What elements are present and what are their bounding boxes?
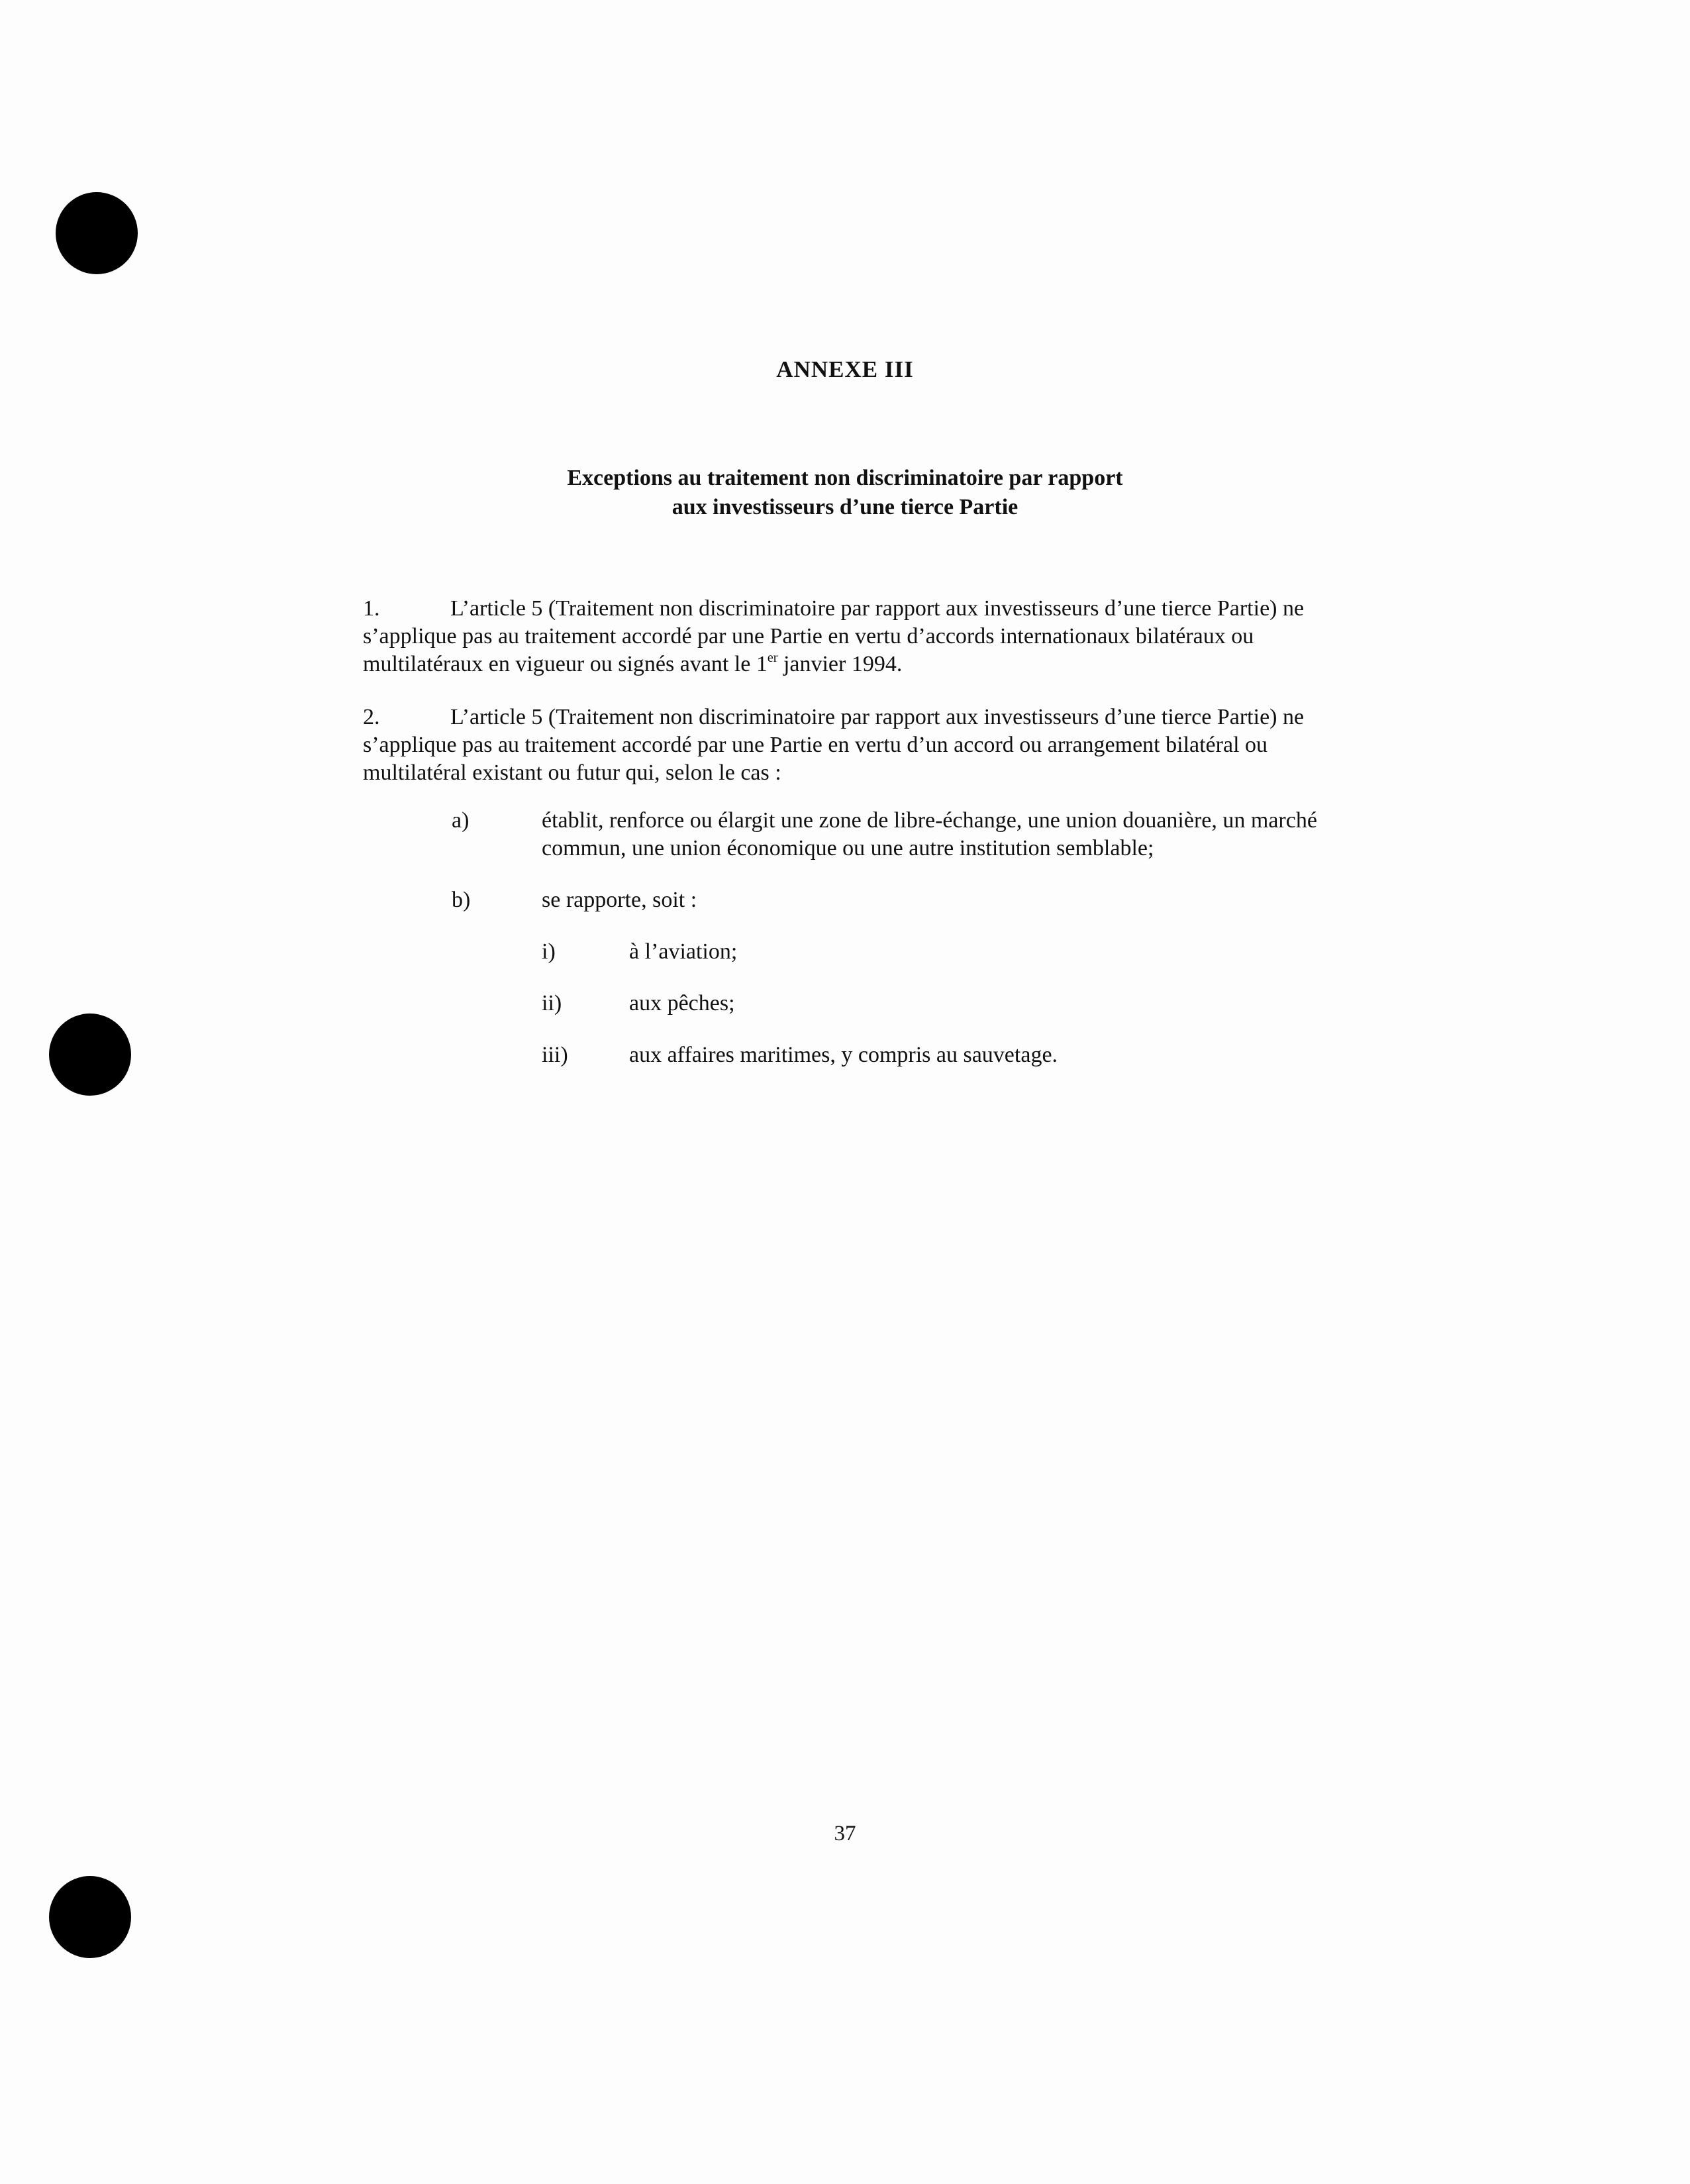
sub-item-label: ii) — [542, 991, 562, 1015]
sub-item-label: iii) — [542, 1043, 568, 1067]
punch-hole-top — [56, 192, 138, 274]
list-item-label: a) — [452, 808, 470, 833]
subtitle-line-1: Exceptions au traitement non discriminatoire par rapport — [567, 466, 1123, 490]
annex-subtitle — [0, 464, 1690, 522]
page-number: 37 — [834, 1822, 856, 1846]
list-item-label: b) — [452, 888, 471, 912]
sub-item-label: i) — [542, 939, 556, 964]
list-item-text: se rapporte, soit : — [542, 888, 697, 912]
paragraph-text-end: janvier 1994. — [777, 652, 903, 676]
paragraph-1 — [363, 595, 1356, 678]
paragraph-number: 1. — [363, 596, 380, 621]
sub-item-text: aux affaires maritimes, y compris au sauvetage. — [629, 1043, 1058, 1067]
sub-item-text: à l’aviation; — [629, 939, 738, 964]
punch-hole-middle — [49, 1014, 131, 1096]
sub-item-text: aux pêches; — [629, 991, 735, 1015]
paragraph-text: L’article 5 (Traitement non discriminatoire par rapport aux investisseurs d’une tierce Partie) ne s’applique pas au traitement accordé par une Partie en vertu d’accords internationaux bilatéraux ou multilatéraux en vigueur ou signés avant le 1 — [363, 596, 1305, 676]
list-item-text: établit, renforce ou élargit une zone de libre-échange, une union douanière, un marché commun, une union économique ou une autre institution semblable; — [542, 808, 1317, 860]
ordinal-suffix: er — [767, 650, 778, 665]
paragraph-text: L’article 5 (Traitement non discriminatoire par rapport aux investisseurs d’une tierce Partie) ne s’applique pas au traitement accordé par une Partie en vertu d’un accord ou arrangement bilatéral ou multilatéral existant ou futur qui, selon le cas : — [363, 705, 1305, 785]
punch-hole-bottom — [49, 1876, 131, 1958]
subtitle-line-2: aux investisseurs d’une tierce Partie — [671, 495, 1019, 519]
paragraph-number: 2. — [363, 705, 380, 729]
paragraph-2 — [363, 703, 1356, 787]
annex-title: ANNEXE III — [776, 356, 914, 382]
